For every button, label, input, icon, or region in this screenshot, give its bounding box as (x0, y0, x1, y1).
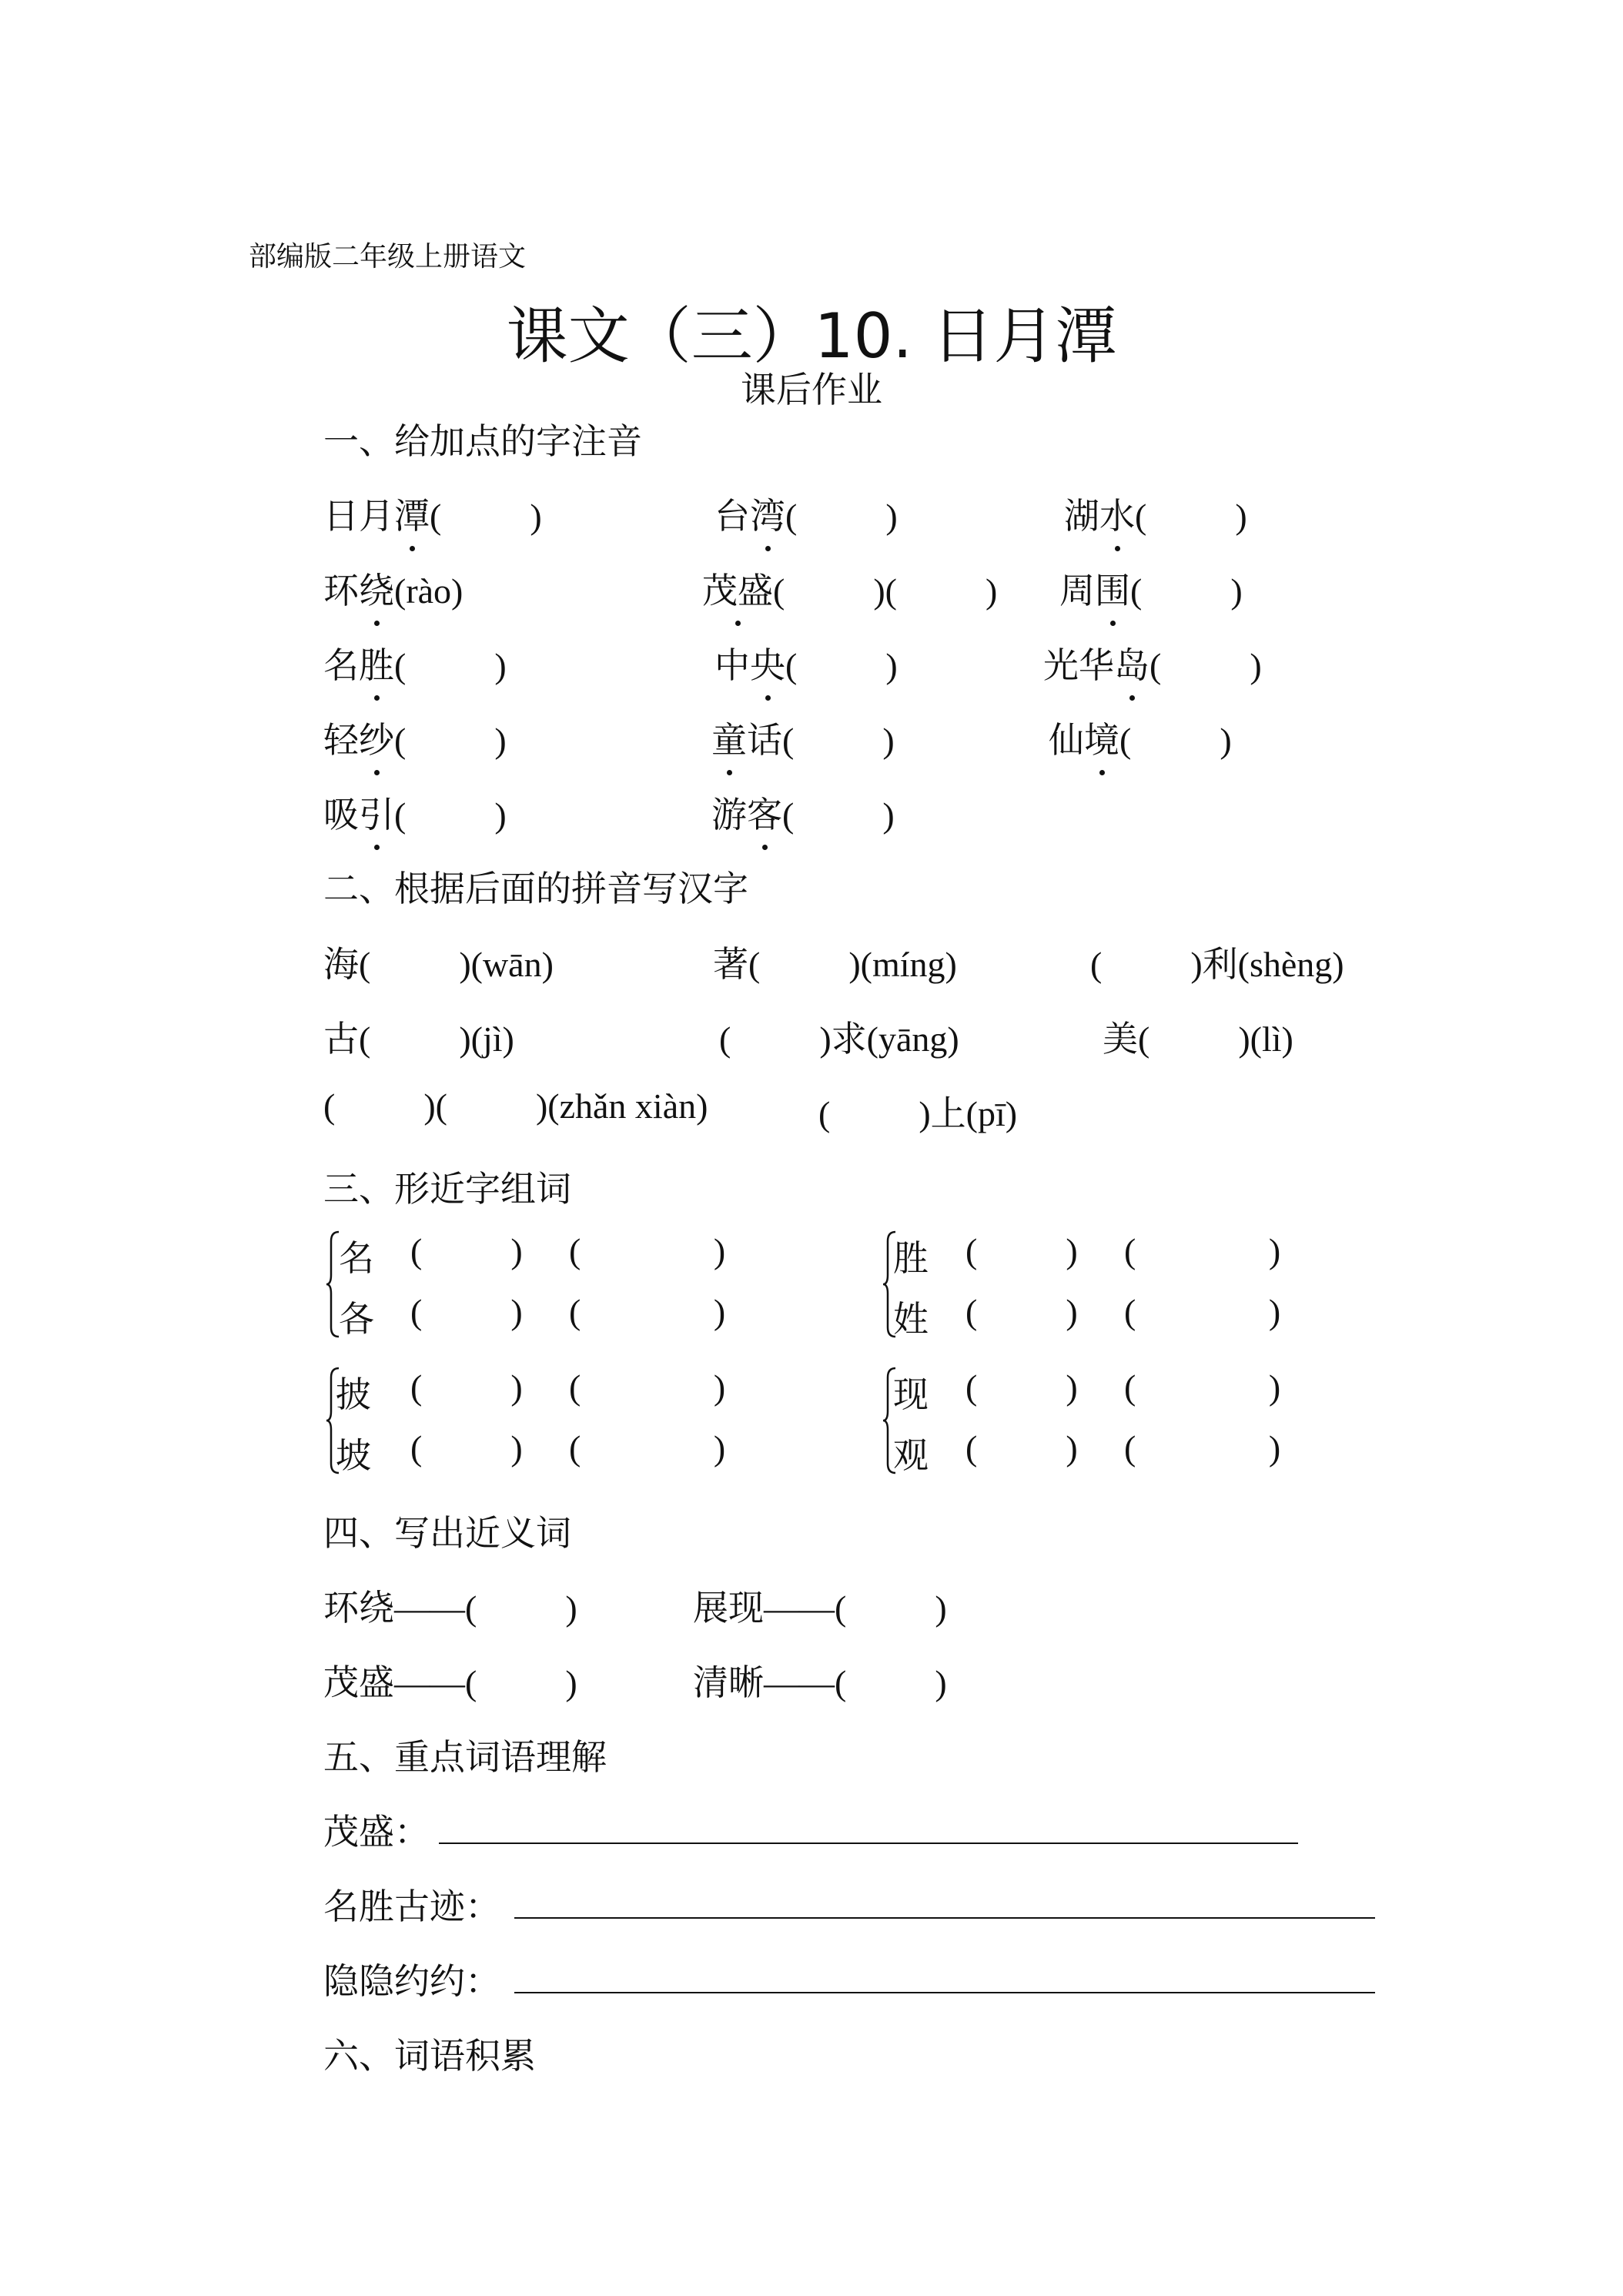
word-blank: ( ) (1124, 1367, 1281, 1407)
section6-heading: 六、词语积累 (323, 2035, 536, 2077)
page-title: 课文（三）10. 日月潭 (506, 300, 1117, 372)
pinyin-item: 中央( ) (714, 638, 898, 688)
pinyin-item: 台湾( ) (714, 488, 898, 539)
section5-heading: 五、重点词语理解 (323, 1736, 607, 1778)
pinyin-item: 茂盛( )( ) (702, 563, 997, 614)
synonym-item: 展现——( ) (693, 1588, 947, 1628)
group-char: 坡 (336, 1436, 371, 1475)
section2-heading: 二、根据后面的拼音写汉字 (323, 868, 748, 909)
hanzi-item: 海( )(wān) (323, 945, 554, 984)
group-char: 名 (339, 1239, 374, 1278)
pinyin-item: 日月潭( ) (323, 488, 542, 539)
pinyin-item: 湖水( ) (1064, 488, 1247, 539)
pinyin-item: 周围( ) (1059, 563, 1243, 614)
word-blank: ( ) (1124, 1428, 1281, 1468)
pinyin-item: 光华岛( ) (1043, 638, 1262, 688)
answer-line[interactable] (439, 1842, 1298, 1844)
synonym-item: 清晰——( ) (693, 1663, 947, 1702)
answer-line[interactable] (514, 1992, 1375, 1993)
synonym-item: 茂盛——( ) (323, 1663, 577, 1702)
pinyin-item: 吸引( ) (323, 787, 507, 838)
group-char: 姓 (893, 1300, 929, 1339)
pinyin-item: 童话( ) (711, 712, 895, 763)
word-blank: ( ) (965, 1292, 1078, 1331)
group-char: 披 (336, 1375, 371, 1414)
word-blank: ( ) (410, 1428, 523, 1468)
hanzi-item: ( )利(shèng) (1090, 945, 1344, 984)
word-blank: ( ) (1124, 1231, 1281, 1270)
hanzi-item: ( )上(pī) (818, 1094, 1018, 1133)
pinyin-item: 环绕(rào) (323, 563, 463, 614)
section3-heading: 三、形近字组词 (323, 1168, 571, 1210)
section1-heading: 一、给加点的字注音 (323, 420, 642, 462)
pinyin-item: 游客( ) (711, 787, 895, 838)
term-label: 隐隐约约： (323, 1960, 500, 2002)
group-char: 胜 (893, 1239, 929, 1278)
word-blank: ( ) (569, 1231, 726, 1270)
term-label: 茂盛： (323, 1811, 430, 1853)
hanzi-item: ( )求(yāng) (719, 1019, 959, 1059)
page-subtitle: 课后作业 (741, 369, 882, 410)
word-blank: ( ) (569, 1367, 726, 1407)
synonym-item: 环绕——( ) (323, 1588, 577, 1628)
word-blank: ( ) (965, 1231, 1078, 1270)
group-char: 现 (893, 1375, 929, 1414)
word-blank: ( ) (569, 1428, 726, 1468)
pinyin-item: 轻纱( ) (323, 712, 507, 763)
answer-line[interactable] (514, 1917, 1375, 1919)
brace-icon (325, 1230, 340, 1338)
word-blank: ( ) (1124, 1292, 1281, 1331)
hanzi-item: ( )( )(zhǎn xiàn) (323, 1086, 708, 1126)
section4-heading: 四、写出近义词 (323, 1512, 571, 1554)
subject-label: 部编版二年级上册语文 (249, 241, 527, 272)
word-blank: ( ) (965, 1367, 1078, 1407)
word-blank: ( ) (965, 1428, 1078, 1468)
pinyin-item: 仙境( ) (1049, 712, 1232, 763)
pinyin-item: 名胜( ) (323, 638, 507, 688)
hanzi-item: 著( )(míng) (713, 945, 957, 984)
group-char: 各 (339, 1300, 374, 1339)
hanzi-item: 古( )(jì) (323, 1019, 514, 1059)
word-blank: ( ) (410, 1367, 523, 1407)
word-blank: ( ) (569, 1292, 726, 1331)
term-label: 名胜古迹： (323, 1886, 500, 1927)
group-char: 观 (893, 1436, 929, 1475)
word-blank: ( ) (410, 1292, 523, 1331)
hanzi-item: 美( )(lì) (1103, 1019, 1293, 1059)
word-blank: ( ) (410, 1231, 523, 1270)
